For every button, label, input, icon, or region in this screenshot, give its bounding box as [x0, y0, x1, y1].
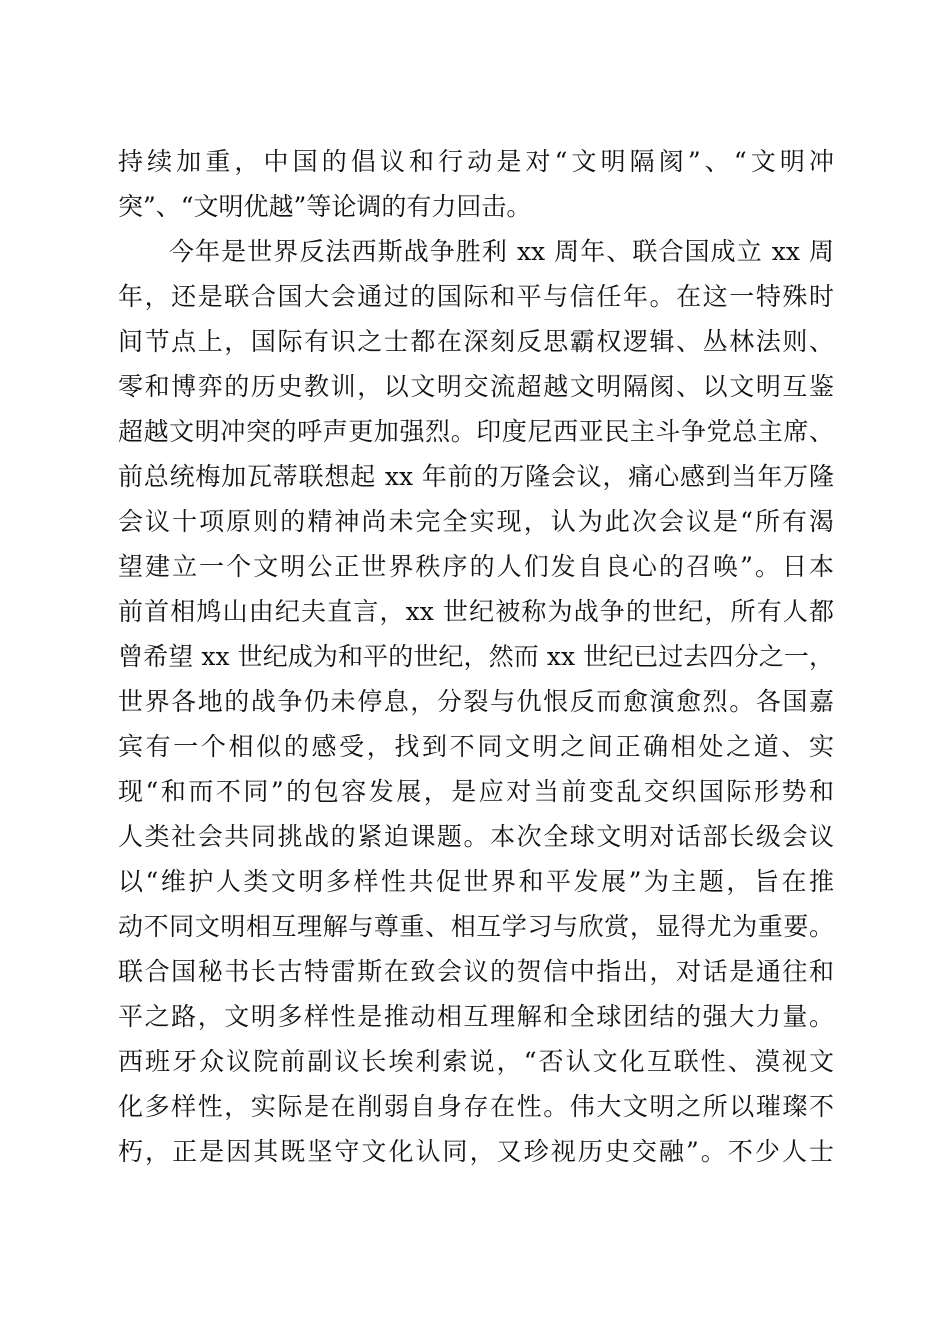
text-line: 西班牙众议院前副议长埃利索说，“否认文化互联性、漠视文: [118, 1047, 834, 1076]
text-line: 曾希望 xx 世纪成为和平的世纪，然而 xx 世纪已过去四分之一，: [118, 642, 834, 671]
text-line: 前首相鸠山由纪夫直言，xx 世纪被称为战争的世纪，所有人都: [118, 597, 834, 626]
text-line: 动不同文明相互理解与尊重、相互学习与欣赏，显得尤为重要。: [118, 912, 834, 941]
text-line: 前总统梅加瓦蒂联想起 xx 年前的万隆会议，痛心感到当年万隆: [118, 462, 834, 491]
text-line: 现“和而不同”的包容发展，是应对当前变乱交织国际形势和: [118, 777, 834, 806]
text-line: 零和博弈的历史教训，以文明交流超越文明隔阂、以文明互鉴: [118, 372, 834, 401]
text-line: 人类社会共同挑战的紧迫课题。本次全球文明对话部长级会议: [118, 822, 834, 851]
text-line: 持续加重，中国的倡议和行动是对“文明隔阂”、“文明冲: [118, 147, 834, 176]
text-line: 超越文明冲突的呼声更加强烈。印度尼西亚民主斗争党总主席、: [118, 417, 834, 446]
text-line: 望建立一个文明公正世界秩序的人们发自良心的召唤”。日本: [118, 552, 834, 581]
text-line: 突”、“文明优越”等论调的有力回击。: [118, 192, 532, 221]
text-line: 化多样性，实际是在削弱自身存在性。伟大文明之所以璀璨不: [118, 1092, 834, 1121]
paragraph-first-line: 今年是世界反法西斯战争胜利 xx 周年、联合国成立 xx 周: [169, 237, 834, 266]
text-line: 会议十项原则的精神尚未完全实现，认为此次会议是“所有渴: [118, 507, 834, 536]
text-line: 朽，正是因其既坚守文化认同，又珍视历史交融”。不少人士: [118, 1137, 834, 1166]
text-line: 宾有一个相似的感受，找到不同文明之间正确相处之道、实: [118, 732, 834, 761]
text-line: 世界各地的战争仍未停息，分裂与仇恨反而愈演愈烈。各国嘉: [118, 687, 834, 716]
text-line: 间节点上，国际有识之士都在深刻反思霸权逻辑、丛林法则、: [118, 327, 834, 356]
text-line: 平之路，文明多样性是推动相互理解和全球团结的强大力量。: [118, 1002, 834, 1031]
text-line: 联合国秘书长古特雷斯在致会议的贺信中指出，对话是通往和: [118, 957, 834, 986]
text-line: 以“维护人类文明多样性共促世界和平发展”为主题，旨在推: [118, 867, 834, 896]
text-line: 年，还是联合国大会通过的国际和平与信任年。在这一特殊时: [118, 282, 834, 311]
